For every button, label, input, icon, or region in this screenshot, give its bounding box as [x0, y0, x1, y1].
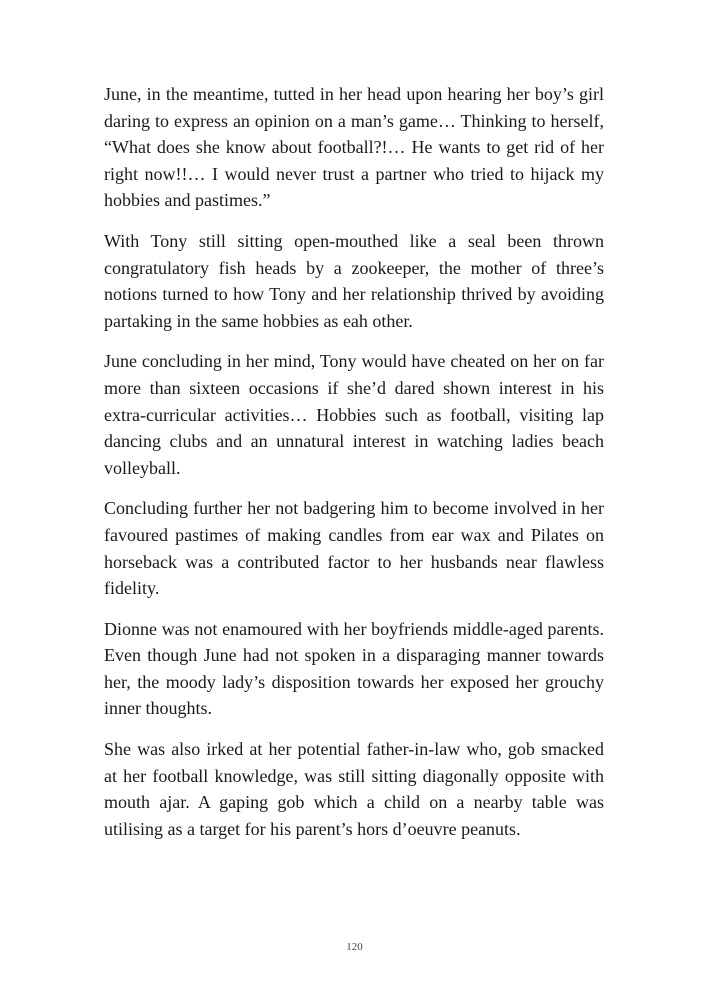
paragraph-2: With Tony still sitting open-mouthed like a seal been thrown congratulatory fish heads by a zookeeper, the mother of three’s notions turned to how Tony and her relationship thrived by avoiding partaking in the same hobbies as eah other.: [104, 230, 604, 331]
paragraph-5: Dionne was not enamoured with her boyfriends middle-aged parents. Even though June had not spoken in a disparaging manner towards her, the moody lady’s disposition towards her exposed her grouchy inner thoughts.: [104, 618, 604, 719]
paragraph-1: June, in the meantime, tutted in her head upon hearing her boy’s girl daring to express an opinion on a man’s game… Thinking to herself, “What does she know about football?!… He wants to get rid of her right now!!… I would never trust a partner who tried to hijack my hobbies and pastimes.”: [104, 84, 604, 211]
paragraph-6: She was also irked at her potential father-in-law who, gob smacked at her football knowledge, was still sitting diagonally opposite with mouth ajar. A gaping gob which a child on a nearby table was utilising as a target for his parent’s hors d’oeuvre peanuts.: [104, 739, 604, 839]
paragraph-3: June concluding in her mind, Tony would have cheated on her on far more than sixteen occasions if she’d dared shown interest in his extra-curricular activities… Hobbies such as football, visiting lap dancing clubs and an unnatural interest in watching ladies beach volleyball.: [104, 351, 604, 478]
page-body: [104, 81, 604, 856]
paragraph-4: Concluding further her not badgering him to become involved in her favoured pastimes of making candles from ear wax and Pilates on horseback was a contributed factor to her husbands near flawless fidelity.: [104, 498, 604, 599]
page-number: 120: [346, 941, 363, 953]
